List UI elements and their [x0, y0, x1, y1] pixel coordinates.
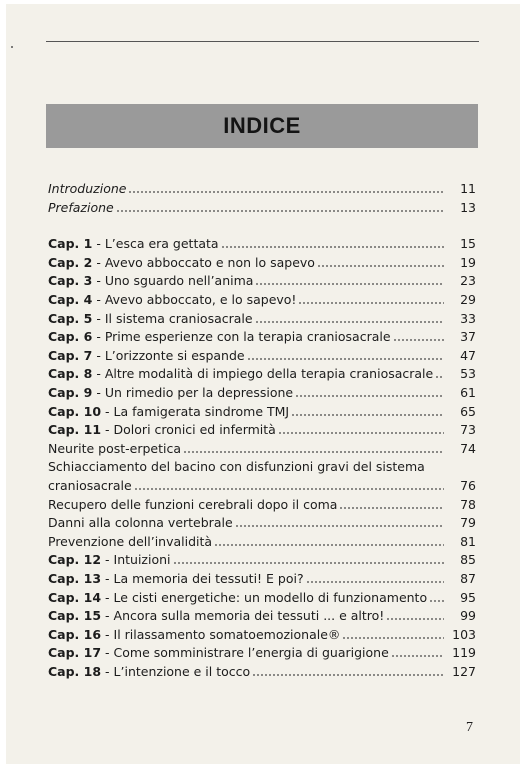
page-ref: 74 [460, 440, 476, 456]
dot-leader [235, 522, 444, 528]
entry-title: Cap. 15 - Ancora sulla memoria dei tessuti ... e altro! [48, 608, 385, 624]
entry-title: Cap. 3 - Uno sguardo nell’anima [48, 273, 254, 289]
chapter-title: Un rimedio per la depressione [104, 385, 294, 400]
chapter-title: Avevo abboccato e non lo sapevo [104, 254, 315, 270]
entry-title: Cap. 5 - Il sistema craniosacrale [48, 310, 253, 326]
chapter-title: La famigerata sindrome TMJ [113, 403, 290, 419]
entry-title: Cap. 9 - Un rimedio per la depressione [48, 385, 294, 400]
page-ref: 11 [460, 181, 476, 196]
dot-leader [173, 559, 444, 565]
entry-title: Cap. 12 - Intuizioni [48, 552, 171, 568]
chapter-title: Come somministrare l’energia di guarigione [113, 645, 389, 661]
toc-sub-entry [48, 477, 476, 495]
entry-title: Danni alla colonna vertebrale [48, 515, 233, 531]
entry-title: Neurite post-erpetica [48, 440, 182, 456]
chapter-title: Il sistema craniosacrale [104, 310, 253, 326]
dot-leader [393, 336, 444, 342]
chapter-title: Il rilassamento somatoemozionale® [113, 626, 341, 642]
chapter-title: Ancora sulla memoria dei tessuti ... e altro! [113, 608, 385, 624]
chapter-number: Cap. 14 [48, 589, 102, 605]
dot-leader [116, 207, 444, 213]
dot-leader [342, 634, 444, 640]
toc-chapter-entry [48, 626, 476, 644]
dot-leader [429, 597, 444, 603]
chapter-title: La memoria dei tessuti! E poi? [113, 571, 304, 586]
toc-chapter-entry [48, 663, 476, 681]
toc-chapter-entry [48, 347, 476, 365]
chapter-number: Cap. 12 [48, 552, 102, 568]
toc-chapter-entry [48, 365, 476, 383]
toc-chapter-entry [48, 384, 476, 402]
page-ref: 119 [452, 645, 476, 661]
title-banner [46, 104, 478, 148]
chapter-number: Cap. 10 [48, 403, 102, 419]
entry-title: Cap. 17 - Come somministrare l’energia di guarigione [48, 645, 389, 661]
page-ref: 19 [460, 254, 476, 270]
page-title: INDICE [223, 113, 301, 138]
toc-chapter-entry [48, 589, 476, 607]
dot-leader [134, 485, 444, 491]
page-ref: 127 [452, 664, 476, 679]
page-number: 7 [466, 720, 473, 735]
chapter-number: Cap. 5 [48, 310, 93, 326]
page-ref: 85 [460, 552, 476, 568]
page-ref: 37 [460, 329, 476, 345]
page-ref: 61 [460, 385, 476, 400]
chapter-title: L’esca era gettata [104, 236, 219, 252]
entry-title: Cap. 16 - Il rilassamento somatoemozionale® [48, 626, 341, 642]
entry-title: Cap. 7 - L’orizzonte si espande [48, 347, 245, 363]
dot-leader [183, 448, 444, 454]
chapter-title: Altre modalità di impiego della terapia craniosacrale [104, 366, 434, 382]
paper-speck [11, 46, 13, 48]
entry-title: Cap. 8 - Altre modalità di impiego della terapia craniosacrale [48, 366, 434, 382]
dot-leader [278, 429, 444, 435]
chapter-title: Prime esperienze con la terapia craniosacrale [104, 329, 391, 345]
entry-title: Cap. 2 - Avevo abboccato e non lo sapevo [48, 254, 315, 270]
dot-leader [386, 615, 444, 621]
dot-leader [295, 392, 444, 398]
page-ref: 76 [460, 478, 476, 493]
toc-front-entry [48, 180, 476, 198]
chapter-number: Cap. 6 [48, 329, 93, 345]
chapter-number: Cap. 11 [48, 422, 102, 438]
page-ref: 65 [460, 403, 476, 419]
dot-leader [247, 355, 444, 361]
chapter-title: L’intenzione e il tocco [113, 664, 251, 679]
entry-title: Schiacciamento del bacino con disfunzioni gravi del sistema [48, 459, 425, 475]
dot-leader [306, 578, 444, 584]
dot-leader [255, 318, 444, 324]
dot-leader [435, 373, 444, 379]
toc-chapter-entry [48, 551, 476, 569]
toc-chapter-entry [48, 328, 476, 346]
toc-front-entry [48, 199, 476, 217]
entry-title: Cap. 11 - Dolori cronici ed infermità [48, 422, 276, 438]
dot-leader [291, 411, 444, 417]
book-page [6, 4, 520, 764]
dot-leader [252, 671, 444, 677]
chapter-title: L’orizzonte si espande [104, 347, 245, 363]
toc-chapter-entry [48, 235, 476, 253]
toc-chapter-entry [48, 310, 476, 328]
toc-sub-entry [48, 533, 476, 551]
chapter-title: Avevo abboccato, e lo sapevo! [104, 292, 297, 307]
chapter-number: Cap. 7 [48, 347, 93, 363]
entry-title: Cap. 1 - L’esca era gettata [48, 236, 219, 252]
dot-leader [255, 280, 444, 286]
page-ref: 13 [460, 199, 476, 215]
dot-leader [298, 299, 444, 305]
dot-leader [221, 243, 444, 249]
dot-leader [214, 541, 444, 547]
toc-chapter-entry [48, 421, 476, 439]
page-ref: 78 [460, 496, 476, 512]
chapter-title: Uno sguardo nell’anima [104, 273, 254, 289]
page-ref: 99 [460, 608, 476, 624]
toc-chapter-entry [48, 607, 476, 625]
entry-title: Cap. 4 - Avevo abboccato, e lo sapevo! [48, 292, 297, 307]
entry-title: Prefazione [48, 199, 114, 215]
chapter-number: Cap. 15 [48, 608, 102, 624]
chapter-number: Cap. 9 [48, 385, 93, 400]
page-ref: 95 [460, 589, 476, 605]
toc-chapter-entry [48, 644, 476, 662]
entry-title: Cap. 14 - Le cisti energetiche: un modello di funzionamento [48, 589, 428, 605]
entry-title: craniosacrale [48, 478, 132, 493]
page-ref: 73 [460, 422, 476, 438]
page-ref: 87 [460, 571, 476, 586]
toc-sub-entry [48, 496, 476, 514]
entry-title: Recupero delle funzioni cerebrali dopo il coma [48, 496, 338, 512]
entry-title: Introduzione [48, 181, 127, 196]
toc-sub-entry [48, 458, 476, 476]
toc-sub-entry [48, 514, 476, 532]
dot-leader [128, 188, 444, 194]
page-ref: 15 [460, 236, 476, 252]
page-ref: 33 [460, 310, 476, 326]
toc-chapter-entry [48, 272, 476, 290]
page-ref: 47 [460, 347, 476, 363]
chapter-number: Cap. 18 [48, 664, 102, 679]
dot-leader [317, 262, 444, 268]
page-ref: 29 [460, 292, 476, 307]
toc-chapter-entry [48, 570, 476, 588]
entry-title: Cap. 18 - L’intenzione e il tocco [48, 664, 251, 679]
chapter-number: Cap. 13 [48, 571, 102, 586]
page-ref: 79 [460, 515, 476, 531]
chapter-number: Cap. 16 [48, 626, 102, 642]
header-rule [46, 41, 479, 42]
dot-leader [391, 652, 444, 658]
entry-title: Cap. 13 - La memoria dei tessuti! E poi? [48, 571, 304, 586]
chapter-number: Cap. 2 [48, 254, 93, 270]
entry-title: Cap. 10 - La famigerata sindrome TMJ [48, 403, 290, 419]
dot-leader [339, 504, 444, 510]
chapter-number: Cap. 1 [48, 236, 93, 252]
page-ref: 53 [460, 366, 476, 382]
chapter-title: Dolori cronici ed infermità [113, 422, 276, 438]
chapter-number: Cap. 8 [48, 366, 93, 382]
page-ref: 103 [452, 626, 476, 642]
chapter-number: Cap. 4 [48, 292, 93, 307]
toc-chapter-entry [48, 254, 476, 272]
page-ref: 23 [460, 273, 476, 289]
chapter-number: Cap. 3 [48, 273, 93, 289]
chapter-title: Le cisti energetiche: un modello di funzionamento [113, 589, 428, 605]
toc-chapter-entry [48, 403, 476, 421]
entry-title: Prevenzione dell’invalidità [48, 533, 213, 549]
chapter-title: Intuizioni [113, 552, 171, 568]
page-ref: 81 [460, 533, 476, 549]
toc-chapter-entry [48, 291, 476, 309]
entry-title: Cap. 6 - Prime esperienze con la terapia craniosacrale [48, 329, 391, 345]
chapter-number: Cap. 17 [48, 645, 102, 661]
toc-sub-entry [48, 440, 476, 458]
